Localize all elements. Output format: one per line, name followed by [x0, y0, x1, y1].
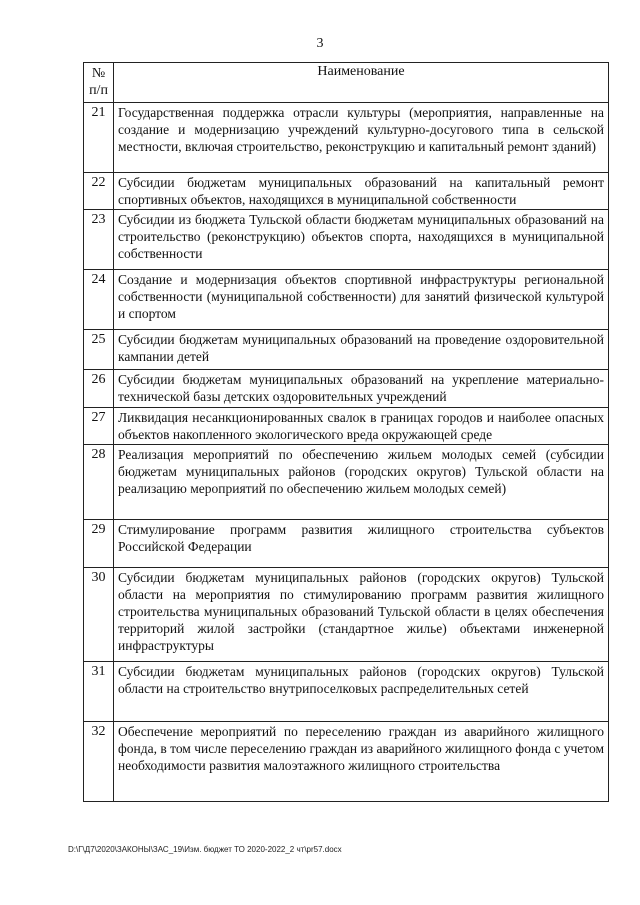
row-text: Обеспечение мероприятий по переселению граждан из аварийного жилищного фонда, в том числе переселению граждан из аварийного жилищного фонда с учетом необходимости развития малоэтажного жилищного строительства: [114, 722, 609, 802]
row-number: 21: [84, 103, 114, 173]
table-row: [84, 662, 609, 722]
row-text: Государственная поддержка отрасли культуры (мероприятия, направленные на создание и модернизацию учреждений культурно-досугового типа в сельской местности, включая строительство, реконструкцию и капитальный ремонт зданий): [114, 103, 609, 173]
table-row: [84, 173, 609, 210]
table-row: [84, 520, 609, 568]
document-table: [83, 62, 609, 802]
file-path-footer: D:\Г\Д7\2020\ЗАКОНЫ\ЗАС_19\Изм. бюджет ТО 2020-2022_2 чт\pr57.docx: [68, 845, 342, 854]
column-header-number-line2: п/п: [89, 83, 108, 98]
table-row: [84, 445, 609, 520]
page-number: 3: [316, 36, 324, 51]
row-text: Субсидии из бюджета Тульской области бюджетам муниципальных образований на строительство (реконструкцию) объектов спорта, находящихся в муниципальной собственности: [114, 210, 609, 270]
row-number: 31: [84, 662, 114, 722]
row-number: 28: [84, 445, 114, 520]
table-row: [84, 103, 609, 173]
table-row: [84, 722, 609, 802]
row-text: Субсидии бюджетам муниципальных образований на проведение оздоровительной кампании детей: [114, 330, 609, 370]
row-text: Создание и модернизация объектов спортивной инфраструктуры региональной собственности (муниципальной собственности) для занятий физической культурой и спортом: [114, 270, 609, 330]
row-text: Субсидии бюджетам муниципальных районов (городских округов) Тульской области на мероприятия по стимулированию программ развития жилищного строительства муниципальных образований Тульской области в целях обеспечения территорий жилой застройки (стандартное жилье) объектами инженерной инфраструктуры: [114, 568, 609, 662]
row-number: 32: [84, 722, 114, 802]
row-number: 27: [84, 408, 114, 445]
table-row: [84, 210, 609, 270]
table-row: [84, 270, 609, 330]
table-row: [84, 408, 609, 445]
row-number: 30: [84, 568, 114, 662]
row-number: 29: [84, 520, 114, 568]
column-header-number-line1: №: [91, 66, 106, 81]
row-text: Субсидии бюджетам муниципальных образований на укрепление материально-технической базы детских оздоровительных учреждений: [114, 370, 609, 408]
row-text: Субсидии бюджетам муниципальных районов (городских округов) Тульской области на строительство внутрипоселковых распределительных сетей: [114, 662, 609, 722]
table-row: [84, 330, 609, 370]
row-text: Стимулирование программ развития жилищного строительства субъектов Российской Федерации: [114, 520, 609, 568]
row-number: 22: [84, 173, 114, 210]
column-header-name: Наименование: [114, 63, 609, 103]
row-text: Субсидии бюджетам муниципальных образований на капитальный ремонт спортивных объектов, находящихся в муниципальной собственности: [114, 173, 609, 210]
column-header-number: [84, 63, 114, 103]
row-number: 25: [84, 330, 114, 370]
table-row: [84, 568, 609, 662]
row-number: 23: [84, 210, 114, 270]
row-text: Реализация мероприятий по обеспечению жильем молодых семей (субсидии бюджетам муниципальных районов (городских округов) Тульской области на реализацию мероприятий по обеспечению жильем молодых семей): [114, 445, 609, 520]
table-header-row: [84, 63, 609, 103]
row-number: 24: [84, 270, 114, 330]
row-number: 26: [84, 370, 114, 408]
row-text: Ликвидация несанкционированных свалок в границах городов и наиболее опасных объектов накопленного экологического вреда окружающей среде: [114, 408, 609, 445]
table-row: [84, 370, 609, 408]
